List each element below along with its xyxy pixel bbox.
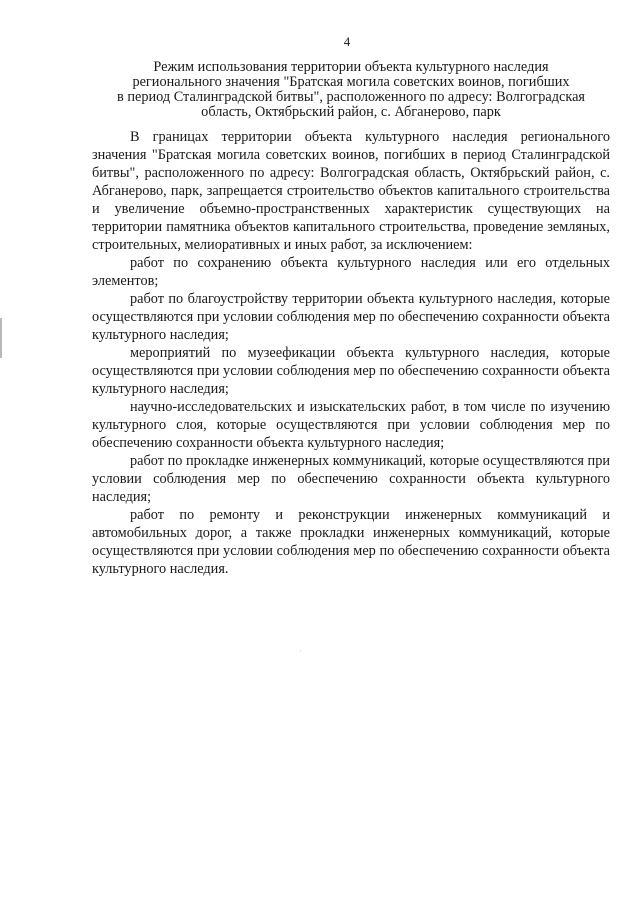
exception-item: научно-исследовательских и изыскательских работ, в том числе по изучению культурного слоя, которые осуществляются при условии соблюдения мер по обеспечению сохранности объекта культурного наследия; (92, 399, 610, 451)
exception-item: работ по прокладке инженерных коммуникаций, которые осуществляются при условии соблюдения мер по обеспечению сохранности объекта культурного наследия; (92, 453, 610, 505)
intro-paragraph: В границах территории объекта культурного наследия регионального значения "Братская могила советских воинов, погибших в период Сталинградской битвы", расположенного по адресу: Волгоградская область, Октябрьский район, с. Абганерово, парк, запрещается строительство объектов капитального строительства и увеличение объемно-пространственных характеристик существующих на территории памятника объектов капитального строительства, проведение земляных, строительных, мелиоративных и иных работ, за исключением: (92, 129, 610, 253)
title-line: область, Октябрьский район, с. Абганерово, парк (201, 104, 501, 120)
document-title (98, 60, 604, 120)
exception-item: работ по сохранению объекта культурного наследия или его отдельных элементов; (92, 255, 610, 289)
title-line: регионального значения "Братская могила советских воинов, погибших (132, 74, 570, 90)
scan-speck (300, 650, 301, 651)
page-number: 4 (343, 34, 351, 49)
scan-edge-mark (0, 318, 2, 358)
exception-item: работ по благоустройству территории объекта культурного наследия, которые осуществляются при условии соблюдения мер по обеспечению сохранности объекта культурного наследия; (92, 291, 610, 343)
title-line: в период Сталинградской битвы", расположенного по адресу: Волгоградская (117, 89, 585, 105)
exception-item: мероприятий по музеефикации объекта культурного наследия, которые осуществляются при условии соблюдения мер по обеспечению сохранности объекта культурного наследия; (92, 345, 610, 397)
title-line: Режим использования территории объекта культурного наследия (153, 59, 549, 75)
document-body (92, 128, 610, 578)
exception-item: работ по ремонту и реконструкции инженерных коммуникаций и автомобильных дорог, а также прокладки инженерных коммуникаций, которые осуществляются при условии соблюдения мер по обеспечению сохранности объекта культурного наследия. (92, 507, 610, 577)
